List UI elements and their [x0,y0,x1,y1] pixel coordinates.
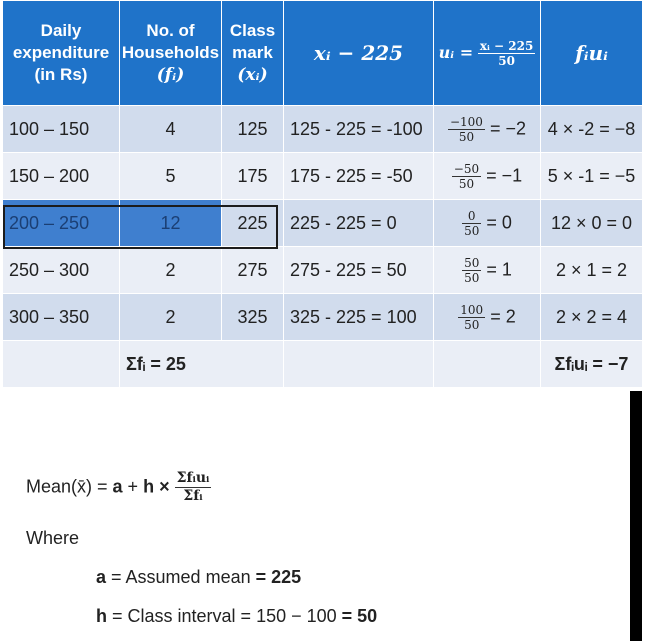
mean-formula [26,470,211,505]
formula-lhs: Mean(x̄) = [26,476,113,497]
u-fraction [462,209,481,238]
header-row [3,1,643,106]
formula-times: × [154,476,175,497]
u-den: 50 [464,317,480,332]
table-row [3,294,643,341]
header-ui [434,1,541,106]
formula-den: Σfᵢ [183,488,203,504]
u-num: 0 [462,209,481,224]
header-daily-expenditure: Daily expenditure (in Rs) [3,1,120,106]
cell-deviation: 125 - 225 = -100 [284,106,434,153]
u-fraction [458,303,485,332]
def-h-value: = 50 [341,606,378,626]
header-ui-num: xᵢ − 225 [479,38,534,53]
header-deviation: xᵢ − 225 [284,1,434,106]
u-den: 50 [458,129,475,144]
black-bar [630,391,642,641]
header-ui-fraction [478,39,535,68]
cell-u [434,106,541,153]
formula-plus: + [122,476,144,497]
cell-class-mark: 325 [222,294,284,341]
u-value: = −2 [489,117,527,138]
table-row [3,106,643,153]
cell-frequency: 2 [120,294,222,341]
cell-class-mark: 175 [222,153,284,200]
u-fraction [452,162,481,191]
def-h-text: = Class interval = 150 − 100 [107,606,342,626]
cell-interval: 100 – 150 [3,106,120,153]
header-ui-den: 50 [498,53,515,68]
cell-fu: 4 × -2 = −8 [541,106,643,153]
def-a-text: = Assumed mean [106,567,256,587]
header-class-mark-label: Class mark [229,21,276,62]
cell-frequency: 2 [120,247,222,294]
cell-fu: 2 × 2 = 4 [541,294,643,341]
cell-fu: 2 × 1 = 2 [541,247,643,294]
u-value: = 0 [486,211,512,232]
cell-interval: 250 – 300 [3,247,120,294]
cell-class-mark: 225 [222,200,284,247]
cell-class-mark: 275 [222,247,284,294]
formula-h: h [143,476,155,497]
u-den: 50 [464,223,480,238]
definition-a [96,567,301,588]
cell-frequency: 5 [120,153,222,200]
table-row [3,247,643,294]
formula-fraction [175,470,212,505]
u-num: −50 [453,161,480,176]
cell-deviation: 225 - 225 = 0 [284,200,434,247]
cell-class-mark: 125 [222,106,284,153]
def-a-symbol: a [96,567,107,587]
table-row [3,153,643,200]
u-den: 50 [458,176,475,191]
u-fraction [462,256,481,285]
cell-u [434,247,541,294]
cell-interval: 150 – 200 [3,153,120,200]
frequency-table [2,0,643,388]
table-row-highlighted [3,200,643,247]
cell-u [434,200,541,247]
cell-u [434,153,541,200]
cell-frequency: 4 [120,106,222,153]
where-label: Where [26,528,80,548]
cell-deviation: 325 - 225 = 100 [284,294,434,341]
formula-num: Σfᵢuᵢ [176,470,210,486]
u-value: = 1 [486,258,512,279]
header-class-mark-symbol: (xᵢ) [237,65,268,85]
cell-frequency: 12 [120,200,222,247]
header-households-symbol: (fᵢ) [156,65,185,85]
u-num: −100 [449,114,483,129]
definition-h [96,606,377,627]
u-value: = −1 [486,164,523,185]
u-num: 100 [460,302,484,317]
header-class-mark [222,1,284,106]
def-a-value: = 225 [255,567,302,587]
sum-frequency: Σfᵢ = 25 [120,341,284,388]
cell-deviation: 175 - 225 = -50 [284,153,434,200]
sum-empty [3,341,120,388]
header-households [120,1,222,106]
def-h-symbol: h [96,606,107,626]
sum-empty [284,341,434,388]
header-fiui: fᵢuᵢ [541,1,643,106]
cell-fu: 5 × -1 = −5 [541,153,643,200]
u-value: = 2 [490,305,516,326]
sum-row [3,341,643,388]
sum-empty [434,341,541,388]
cell-interval: 300 – 350 [3,294,120,341]
header-households-label: No. of Households [121,21,220,62]
sum-fu: Σfᵢuᵢ = −7 [541,341,643,388]
cell-fu: 12 × 0 = 0 [541,200,643,247]
header-ui-lhs: uᵢ = [438,42,474,62]
cell-deviation: 275 - 225 = 50 [284,247,434,294]
u-den: 50 [464,270,480,285]
formula-a: a [112,476,123,497]
u-fraction [448,115,485,144]
u-num: 50 [464,255,480,270]
cell-u [434,294,541,341]
cell-interval: 200 – 250 [3,200,120,247]
